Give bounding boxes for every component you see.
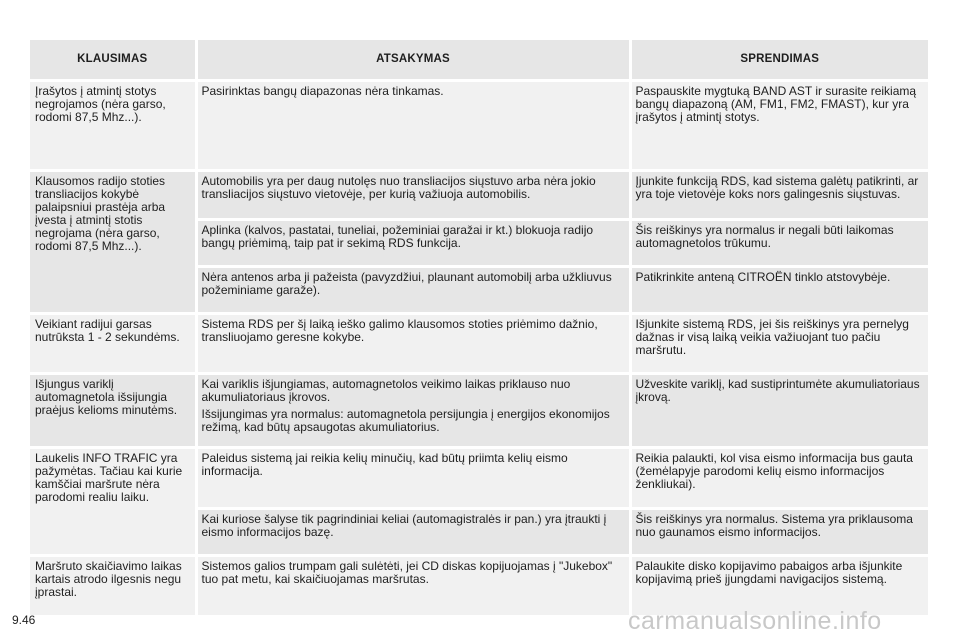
answer-cell: Kai kuriose šalyse tik pagrindiniai keliai (automagistralės ir pan.) yra įtraukti į eismo informacijos bazę. — [196, 509, 630, 556]
answer-paragraph: Išsijungimas yra normalus: automagnetola persijungia į energijos ekonomijos režimą, kad būtų apsaugotas akumuliatorius. — [201, 407, 610, 434]
solution-cell: Paspauskite mygtuką BAND AST ir surasite reikiamą bangų diapazoną (AM, FM1, FM2, FMAST), kur yra įrašytos į atmintį stotys. — [630, 81, 928, 171]
solution-cell: Šis reiškinys yra normalus ir negali būti laikomas automagnetolos trūkumu. — [630, 220, 928, 267]
question-cell: Maršruto skaičiavimo laikas kartais atrodo ilgesnis negu įprastai. — [30, 556, 196, 617]
solution-cell: Reikia palaukti, kol visa eismo informacija bus gauta (žemėlapyje parodomi kelių eismo informacijos ženkliukai). — [630, 448, 928, 509]
answer-cell: Pasirinktas bangų diapazonas nėra tinkamas. — [196, 81, 630, 171]
table-row — [30, 171, 928, 220]
solution-cell: Patikrinkite anteną CITROËN tinklo atstovybėje. — [630, 267, 928, 314]
question-cell: Įrašytos į atmintį stotys negrojamos (nėra garso, rodomi 87,5 Mhz...). — [30, 81, 196, 171]
solution-cell: Užveskite variklį, kad sustiprintumėte akumuliatoriaus įkrovą. — [630, 374, 928, 448]
solution-cell: Šis reiškinys yra normalus. Sistema yra priklausoma nuo gaunamos eismo informacijos. — [630, 509, 928, 556]
table-row — [30, 81, 928, 171]
watermark: carmanualsonline.info — [628, 607, 882, 635]
answer-cell: Paleidus sistemą jai reikia kelių minučių, kad būtų priimta kelių eismo informacija. — [196, 448, 630, 509]
solution-cell: Palaukite disko kopijavimo pabaigos arba išjunkite kopijavimą prieš įjungdami navigacijos sistemą. — [630, 556, 928, 617]
header-answer: ATSAKYMAS — [196, 40, 630, 81]
question-cell: Klausomos radijo stoties transliacijos kokybė palaipsniui prastėja arba įvesta į atmintį stotis negrojama (nėra garso, rodomi 87,5 Mhz...). — [30, 171, 196, 314]
question-cell: Laukelis INFO TRAFIC yra pažymėtas. Tačiau kai kurie kamščiai maršrute nėra parodomi realiu laiku. — [30, 448, 196, 556]
table-row — [30, 314, 928, 374]
troubleshooting-table — [30, 40, 928, 618]
answer-cell: Automobilis yra per daug nutolęs nuo transliacijos siųstuvo arba nėra jokio transliacijos siųstuvo vietovėje, per kurią važiuoja automobilis. — [196, 171, 630, 220]
table-header-row — [30, 40, 928, 81]
solution-cell: Įjunkite funkciją RDS, kad sistema galėtų patikrinti, ar yra toje vietovėje koks nors galingesnis siųstuvas. — [630, 171, 928, 220]
solution-cell: Išjunkite sistemą RDS, jei šis reiškinys yra pernelyg dažnas ir visą laiką veikia važiuojant tuo pačiu maršrutu. — [630, 314, 928, 374]
question-cell: Išjungus variklį automagnetola išsijungia praėjus kelioms minutėms. — [30, 374, 196, 448]
table-row — [30, 374, 928, 448]
header-question: KLAUSIMAS — [30, 40, 196, 81]
answer-cell: Nėra antenos arba ji pažeista (pavyzdžiui, plaunant automobilį arba užkliuvus požeminiame garaže). — [196, 267, 630, 314]
answer-cell: Aplinka (kalvos, pastatai, tuneliai, požeminiai garažai ir kt.) blokuoja radijo bangų priėmimą, taip pat ir sekimą RDS funkcija. — [196, 220, 630, 267]
question-cell: Veikiant radijui garsas nutrūksta 1 - 2 sekundėms. — [30, 314, 196, 374]
page-number: 9.46 — [12, 613, 36, 627]
answer-cell: Sistemos galios trumpam gali sulėtėti, jei CD diskas kopijuojamas į "Jukebox" tuo pat metu, kai skaičiuojamas maršrutas. — [196, 556, 630, 617]
answer-cell: Sistema RDS per šį laiką ieško galimo klausomos stoties priėmimo dažnio, transliuojamo geresne kokybe. — [196, 314, 630, 374]
answer-paragraph: Kai variklis išjungiamas, automagnetolos veikimo laikas priklauso nuo akumuliatoriaus įkrovos. — [201, 377, 571, 404]
answer-cell — [196, 374, 630, 448]
table-row — [30, 448, 928, 509]
header-solution: SPRENDIMAS — [630, 40, 928, 81]
